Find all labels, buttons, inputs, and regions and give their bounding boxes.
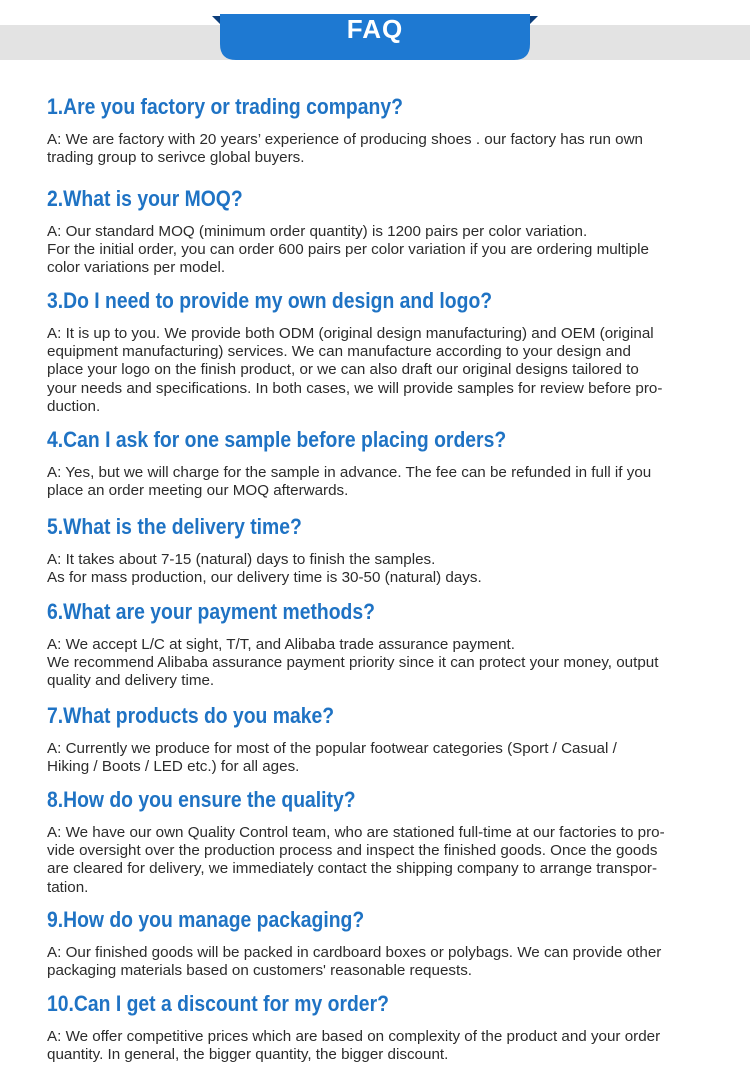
faq-item-9	[47, 905, 702, 989]
faq-item-10	[47, 989, 702, 1064]
faq-question: 3.Do I need to provide my own design and logo?	[47, 288, 493, 313]
faq-item-8	[47, 785, 702, 905]
answer-line: A: We offer competitive prices which are based on complexity of the product and your order	[47, 1028, 661, 1045]
answer-line: A: Our finished goods will be packed in cardboard boxes or polybags. We can provide other	[47, 944, 662, 961]
answer-line: For the initial order, you can order 600 pairs per color variation if you are ordering multiple	[47, 241, 649, 259]
answer-line: color variations per model.	[47, 259, 226, 277]
faq-list	[47, 92, 702, 1064]
banner-right-fold	[530, 16, 538, 24]
faq-answer	[47, 131, 702, 167]
answer-line: tation.	[47, 878, 89, 896]
faq-item-3	[47, 286, 702, 425]
faq-question: 1.Are you factory or trading company?	[47, 94, 403, 119]
banner-left-fold	[212, 16, 220, 24]
faq-question: 8.How do you ensure the quality?	[47, 787, 356, 812]
faq-answer	[47, 1028, 702, 1064]
faq-answer	[47, 636, 702, 691]
faq-item-7	[47, 701, 702, 785]
faq-banner	[0, 0, 750, 70]
answer-line: A: We are factory with 20 years’ experience of producing shoes . our factory has run own	[47, 131, 643, 148]
answer-line: We recommend Alibaba assurance payment priority since it can protect your money, output	[47, 654, 659, 672]
faq-answer	[47, 325, 702, 416]
answer-line: are cleared for delivery, we immediately contact the shipping company to arrange transpor-	[47, 860, 658, 878]
faq-item-2	[47, 184, 702, 286]
answer-line: place an order meeting our MOQ afterwards.	[47, 482, 349, 500]
answer-line: place your logo on the finish product, or we can also draft our original designs tailored to	[47, 361, 639, 379]
answer-line: duction.	[47, 397, 101, 415]
answer-line: packaging materials based on customers' reasonable requests.	[47, 962, 473, 980]
answer-line: vide oversight over the production process and inspect the finished goods. Once the goods	[47, 842, 658, 860]
answer-line: A: Yes, but we will charge for the sample in advance. The fee can be refunded in full if you	[47, 464, 652, 481]
answer-line: A: We accept L/C at sight, T/T, and Alibaba trade assurance payment.	[47, 636, 515, 653]
answer-line: A: Our standard MOQ (minimum order quantity) is 1200 pairs per color variation.	[47, 223, 588, 240]
faq-answer	[47, 223, 702, 278]
faq-question: 10.Can I get a discount for my order?	[47, 991, 389, 1016]
faq-question: 9.How do you manage packaging?	[47, 907, 365, 932]
faq-question: 6.What are your payment methods?	[47, 599, 375, 624]
answer-line: quantity. In general, the bigger quantity, the bigger discount.	[47, 1046, 449, 1064]
answer-line: A: It is up to you. We provide both ODM (original design manufacturing) and OEM (original	[47, 325, 654, 342]
page-title: FAQ	[346, 14, 404, 44]
faq-question: 2.What is your MOQ?	[47, 186, 243, 211]
faq-answer	[47, 944, 702, 980]
faq-answer	[47, 824, 702, 897]
faq-answer	[47, 464, 702, 500]
answer-line: As for mass production, our delivery time is 30-50 (natural) days.	[47, 569, 482, 587]
answer-line: A: Currently we produce for most of the popular footwear categories (Sport / Casual /	[47, 740, 617, 757]
faq-item-4	[47, 425, 702, 512]
faq-question: 5.What is the delivery time?	[47, 514, 302, 539]
faq-answer	[47, 740, 702, 776]
answer-line: quality and delivery time.	[47, 672, 215, 690]
answer-line: equipment manufacturing) services. We can manufacture according to your design and	[47, 343, 631, 361]
faq-answer	[47, 551, 702, 587]
answer-line: your needs and specifications. In both cases, we will provide samples for review before pro-	[47, 379, 663, 397]
faq-question: 7.What products do you make?	[47, 703, 335, 728]
answer-line: A: It takes about 7-15 (natural) days to finish the samples.	[47, 551, 436, 568]
answer-line: Hiking / Boots / LED etc.) for all ages.	[47, 758, 300, 776]
answer-line: trading group to serivce global buyers.	[47, 149, 305, 167]
faq-item-6	[47, 597, 702, 701]
faq-item-1	[47, 92, 702, 184]
faq-question: 4.Can I ask for one sample before placing orders?	[47, 427, 507, 452]
faq-item-5	[47, 512, 702, 597]
answer-line: A: We have our own Quality Control team, who are stationed full-time at our factories to pro-	[47, 824, 665, 841]
